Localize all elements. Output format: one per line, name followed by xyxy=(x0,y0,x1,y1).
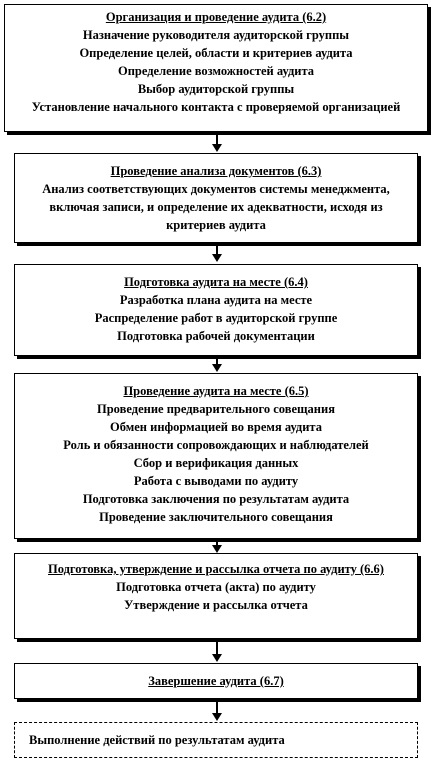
step-box-document-review xyxy=(14,153,418,243)
step-line: Работа с выводами по аудиту xyxy=(133,474,299,488)
flow-arrow-head xyxy=(212,144,222,152)
step-box-follow-up xyxy=(14,722,418,758)
flow-arrow-head xyxy=(212,713,222,721)
step-line: Проведение заключительного совещания xyxy=(99,510,333,524)
step-title: Завершение аудита (6.7) xyxy=(148,674,284,688)
step-box-onsite-audit xyxy=(14,373,418,539)
step-line: Определение целей, области и критериев аудита xyxy=(79,46,353,60)
step-title: Подготовка аудита на месте (6.4) xyxy=(124,275,308,289)
step-line: Выбор аудиторской группы xyxy=(137,82,295,96)
step-line: Подготовка рабочей документации xyxy=(117,329,315,343)
step-box-organization xyxy=(4,4,428,132)
step-line: Сбор и верификация данных xyxy=(133,456,299,470)
step-line: Установление начального контакта с проверяемой организацией xyxy=(31,100,401,114)
step-box-report xyxy=(14,553,418,639)
flow-arrow-head xyxy=(212,654,222,662)
step-line: Назначение руководителя аудиторской группы xyxy=(82,28,350,42)
step-title: Проведение аудита на месте (6.5) xyxy=(123,384,309,398)
step-box-onsite-preparation xyxy=(14,264,418,356)
follow-up-label: Выполнение действий по результатам аудита xyxy=(29,733,285,747)
step-line: Подготовка отчета (акта) по аудиту xyxy=(116,580,316,594)
step-title: Подготовка, утверждение и рассылка отчета по аудиту (6.6) xyxy=(48,562,384,576)
step-title: Организация и проведение аудита (6.2) xyxy=(105,10,327,24)
step-line: Обмен информацией во время аудита xyxy=(110,420,322,434)
step-line: Роль и обязанности сопровождающих и наблюдателей xyxy=(63,438,369,452)
step-title: Проведение анализа документов (6.3) xyxy=(110,164,322,178)
step-line: Утверждение и рассылка отчета xyxy=(124,598,308,612)
step-line: Анализ соответствующих документов системы менеджмента, включая записи, и определение их адекватности, исходя из критериев аудита xyxy=(42,182,390,232)
step-line: Распределение работ в аудиторской группе xyxy=(94,311,338,325)
step-line: Определение возможностей аудита xyxy=(117,64,315,78)
flow-arrow-head xyxy=(212,364,222,372)
step-line: Проведение предварительного совещания xyxy=(97,402,335,416)
step-line: Подготовка заключения по результатам аудита xyxy=(82,492,350,506)
step-box-completion xyxy=(14,663,418,699)
step-line: Разработка плана аудита на месте xyxy=(119,293,313,307)
flow-arrow-head xyxy=(212,545,222,553)
flow-arrow-head xyxy=(212,254,222,262)
